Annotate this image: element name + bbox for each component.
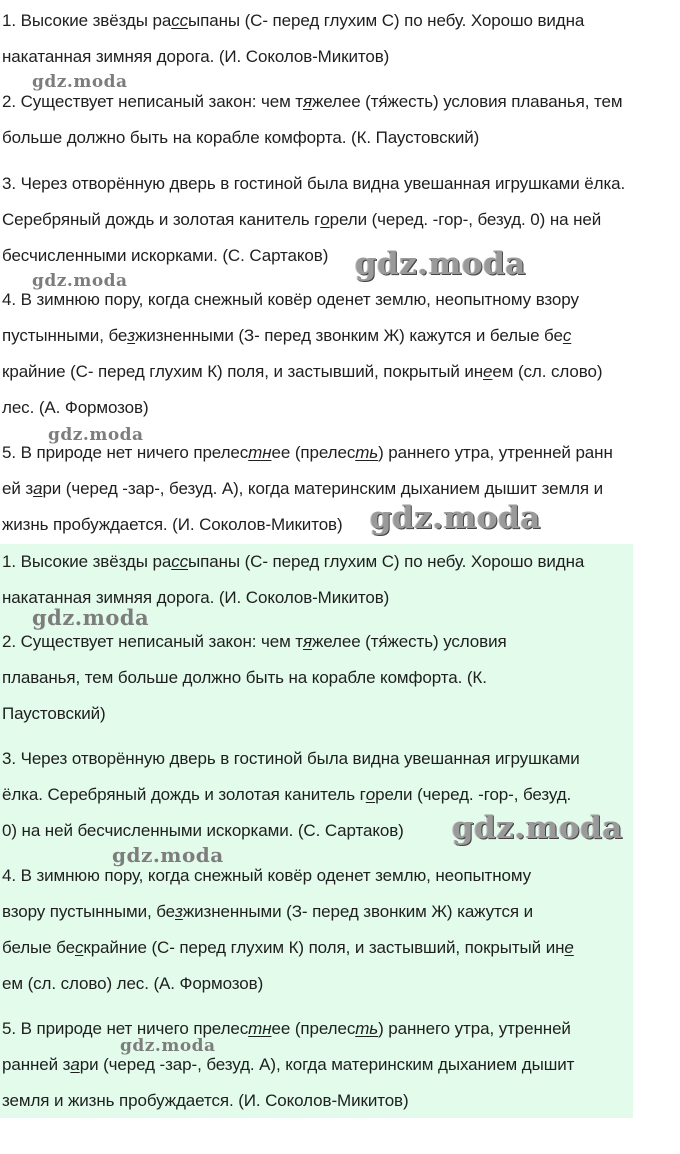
b2-s1-line2: накатанная зимняя дорога. (И. Соколов-Микитов) [2,588,390,607]
watermark-logo: gdz.moda [452,810,623,846]
b2-s1-line1: 1. Высокие звёзды рассыпаны (С- перед глухим С) по небу. Хорошо видна [2,552,585,571]
b1-s2-line2: больше должно быть на корабле комфорта. (К. Паустовский) [2,128,480,147]
b2-s2-line1: 2. Существует неписаный закон: чем тяжелее (тя́жесть) условия [2,632,507,651]
watermark-logo: gdz.moda [48,425,144,445]
watermark-logo: gdz.moda [370,500,541,536]
b2-s3-line2: ёлка. Серебряный дождь и золотая канитель горели (черед. -гор-, безуд. [2,785,572,804]
b1-s4-line2: пустынными, безжизненными (З- перед звонким Ж) кажутся и белые бес [2,326,572,345]
b2-s4-line1: 4. В зимнюю пору, когда снежный ковёр оденет землю, неопытному [2,866,532,885]
b2-s2-line2: плаванья, тем больше должно быть на корабле комфорта. (К. [2,668,487,687]
b1-s2-line1: 2. Существует неписаный закон: чем тяжелее (тя́жесть) условия плаванья, тем [2,92,623,111]
b2-s4-line2: взору пустынными, безжизненными (З- перед звонким Ж) кажутся и [2,902,534,921]
b1-s3-line2: Серебряный дождь и золотая канитель горели (черед. -гор-, безуд. 0) на ней [2,210,602,229]
watermark-logo: gdz.moda [32,605,150,630]
b2-s3-line3: 0) на ней бесчисленными искорками. (С. Сартаков) [2,821,404,840]
b2-s3-line1: 3. Через отворённую дверь в гостиной была видна увешанная игрушками [2,749,580,768]
watermark-logo: gdz.moda [355,246,526,282]
b2-s4-line4: ем (сл. слово) лес. (А. Формозов) [2,974,264,993]
watermark-logo: gdz.moda [32,271,128,291]
b1-s1-line2: накатанная зимняя дорога. (И. Соколов-Микитов) [2,47,390,66]
b1-s4-line3: крайние (С- перед глухим К) поля, и застывший, покрытый инеем (сл. слово) [2,362,603,381]
b1-s4-line1: 4. В зимнюю пору, когда снежный ковёр оденет землю, неопытному взору [2,290,579,309]
b1-s4-line4: лес. (А. Формозов) [2,398,149,417]
watermark-logo: gdz.moda [112,843,224,867]
watermark-logo: gdz.moda [120,1036,216,1056]
b1-s1-line1: 1. Высокие звёзды рассыпаны (С- перед глухим С) по небу. Хорошо видна [2,11,585,30]
b2-s5-line2: ранней зари (черед -зар-, безуд. А), когда материнским дыханием дышит [2,1055,575,1074]
b1-s3-line1: 3. Через отворённую дверь в гостиной была видна увешанная игрушками ёлка. [2,174,626,193]
b1-s5-line3: жизнь пробуждается. (И. Соколов-Микитов) [2,515,343,534]
b2-s2-line3: Паустовский) [2,704,106,723]
b2-s5-line3: земля и жизнь пробуждается. (И. Соколов-Микитов) [2,1091,409,1110]
watermark-logo: gdz.moda [32,72,128,92]
b1-s3-line3: бесчисленными искорками. (С. Сартаков) [2,246,329,265]
b2-s5-line1: 5. В природе нет ничего прелестнее (прелесть) раннего утра, утренней [2,1019,571,1038]
b1-s5-line2: ей зари (черед -зар-, безуд. А), когда материнским дыханием дышит земля и [2,479,604,498]
b2-s4-line3: белые бескрайние (С- перед глухим К) поля, и застывший, покрытый ине [2,938,574,957]
b1-s5-line1: 5. В природе нет ничего прелестнее (прелесть) раннего утра, утренней ранн [2,443,613,462]
